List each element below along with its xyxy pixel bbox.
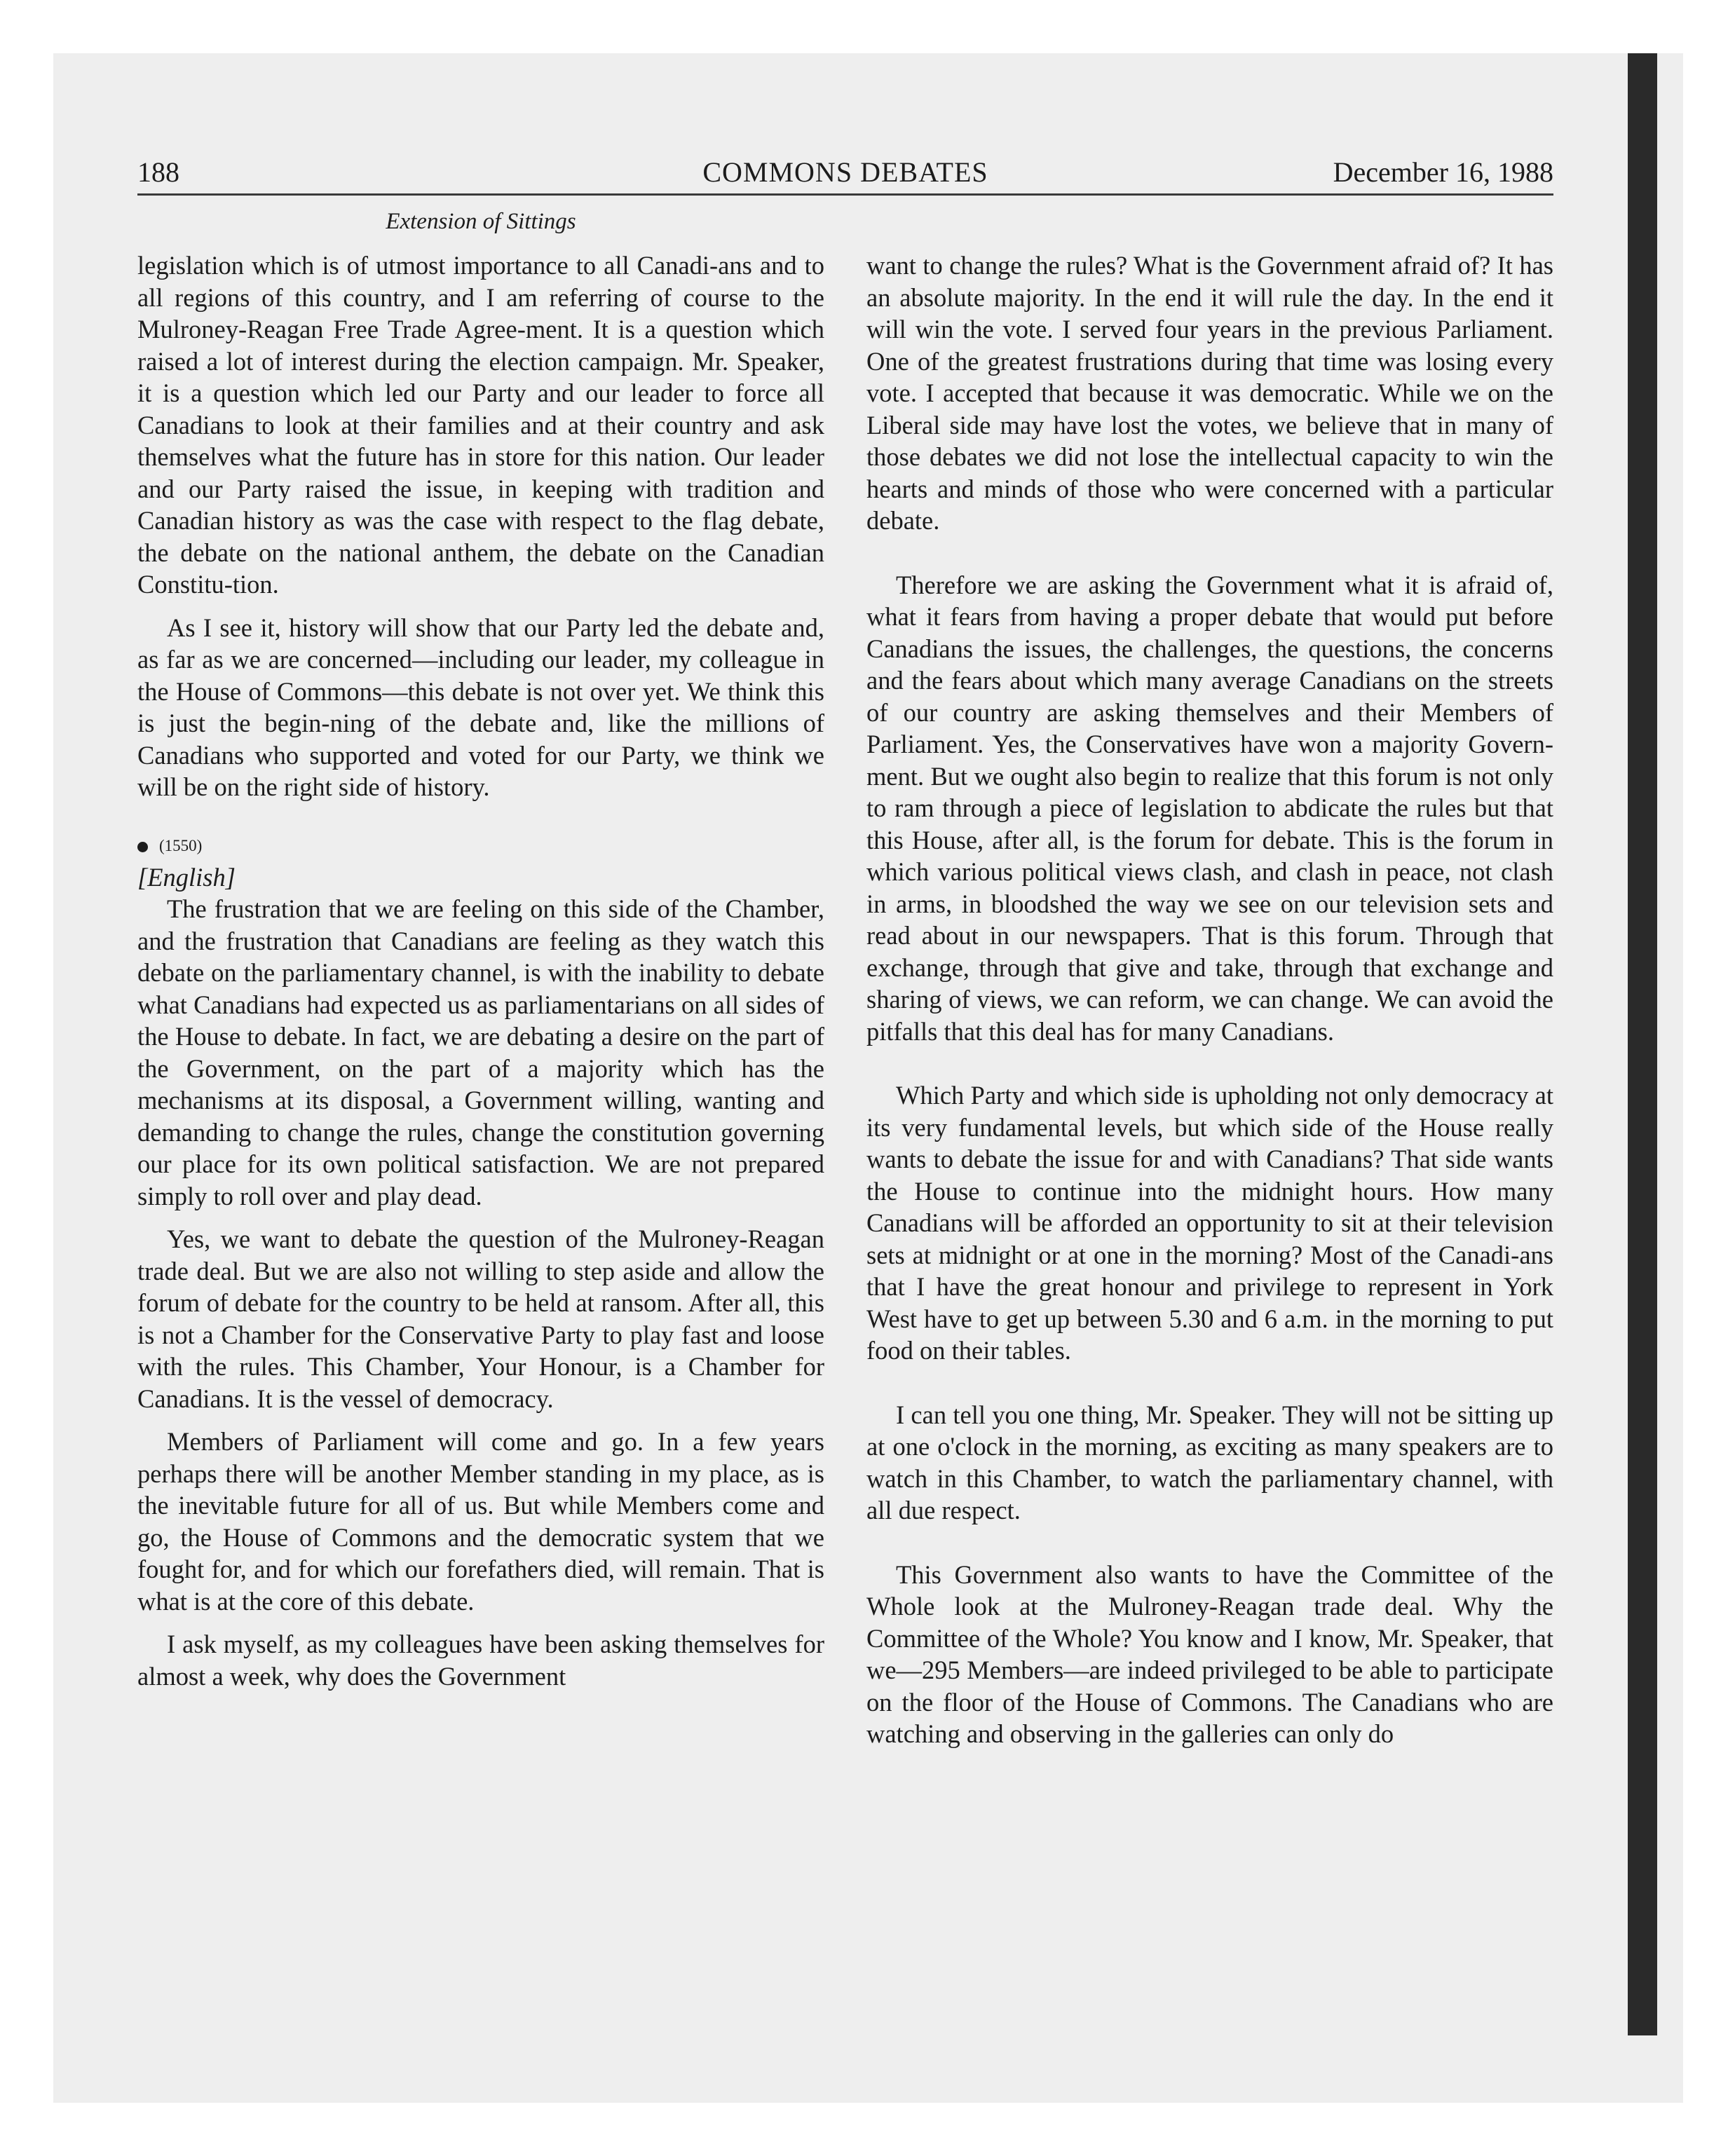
paragraph: I ask myself, as my colleagues have been asking themselves for almost a week, why does the Government: [137, 1630, 824, 1691]
paragraph: Which Party and which side is upholding not only democracy at its very fundamental levels, but which side of the House really wants to debate the issue for and with Canadians? That side wants the House to continue into the midnight hours. How many Canadians will be afforded an opportunity to sit at their television sets at midnight or at one in the morning? Most of the Canadi-ans that I have the great honour and privilege to represent in York West have to get up between 5.30 and 6 a.m. in the morning to put food on their tables.: [866, 1081, 1553, 1365]
paragraph: Therefore we are asking the Government what it is afraid of, what it fears from having a proper debate that would put before Canadians the issues, the challenges, the questions, the concerns and the fears about which many average Canadians on the streets of our country are asking themselves and their Members of Parliament. Yes, the Conservatives have won a majority Govern-ment. But we ought also begin to realize that this forum is not only to ram through a piece of legislation to abdicate the rules but that this House, after all, is the forum for debate. This is the forum in which various political views clash, and clash in peace, not clash in arms, in bloodshed the way we see on our television sets and read about in our newspapers. That is this forum. Through that exchange, through that give and take, through that exchange and sharing of views, we can reform, we can change. We can avoid the pitfalls that this deal has for many Canadians.: [866, 570, 1553, 1046]
scan-edge-shadow: [1628, 53, 1657, 2035]
running-head: [137, 157, 1553, 196]
journal-title: COMMONS DEBATES: [702, 156, 988, 188]
paragraph: As I see it, history will show that our Party led the debate and, as far as we are concerned—including our leader, my colleague in the House of Commons—this debate is not over yet. We think this is just the begin-ning of the debate and, like the millions of Canadians who supported and voted for our Party, we think we will be on the right side of history.: [137, 613, 824, 801]
paragraph: This Government also wants to have the Committee of the Whole look at the Mulroney-Reagan trade deal. Why the Committee of the Whole? You know and I know, Mr. Speaker, that we—295 Members—are indeed privileged to be able to participate on the floor of the House of Commons. The Canadians who are watching and observing in the galleries can only do: [866, 1560, 1553, 1748]
timestamp-marker: [137, 830, 824, 861]
page-number: 188: [137, 156, 179, 188]
timestamp-text: (1550): [159, 836, 203, 854]
paragraph: legislation which is of utmost importance to all Canadi-ans and to all regions of this country, and I am referring of course to the Mulroney-Reagan Free Trade Agree-ment. It is a question which raised a lot of interest during the election campaign. Mr. Speaker, it is a question which led our Party and our leader to force all Canadians to look at their families and at their country and ask themselves what the future has in store for this nation. Our leader and our Party raised the issue, in keeping with tradition and Canadian history as was the case with respect to the flag debate, the debate on the national anthem, the debate on the Canadian Constitu-tion.: [137, 251, 824, 599]
left-column: [137, 250, 824, 1692]
paragraph: Members of Parliament will come and go. In a few years perhaps there will be another Member standing in my place, as is the inevitable future for all of us. But while Members come and go, the House of Commons and the democratic system that we fought for, and for which our forefathers died, will remain. That is what is at the core of this debate.: [137, 1427, 824, 1616]
paragraph: want to change the rules? What is the Government afraid of? It has an absolute majority. In the end it will rule the day. In the end it will win the vote. I served four years in the previous Parliament. One of the greatest frustrations during that time was losing every vote. I accepted that because it was democratic. While we on the Liberal side may have lost the votes, we believe that in many of those debates we did not lose the intellectual capacity to win the hearts and minds of those who were concerned with a particular debate.: [866, 251, 1553, 535]
paragraph: The frustration that we are feeling on this side of the Chamber, and the frustration that Canadians are feeling as they watch this debate on the parliamentary channel, is with the inability to debate what Canadians had expected us as parliamentarians on all sides of the House to debate. In fact, we are debating a desire on the part of the Government, on the part of a majority which has the mechanisms at its disposal, a Government willing, wanting and demanding to change the rules, change the constitution governing our place for its own political satisfaction. We are not prepared simply to roll over and play dead.: [137, 894, 824, 1210]
bullet-icon: [137, 842, 148, 852]
right-column: [866, 250, 1553, 1750]
section-title: Extension of Sittings: [386, 209, 576, 234]
language-tag: [English]: [137, 862, 236, 892]
paragraph: Yes, we want to debate the question of the Mulroney-Reagan trade deal. But we are also not willing to step aside and allow the forum of debate for the country to be held at ransom. After all, this is not a Chamber for the Conservative Party to play fast and loose with the rules. This Chamber, Your Honour, is a Chamber for Canadians. It is the vessel of democracy.: [137, 1224, 824, 1413]
paragraph: I can tell you one thing, Mr. Speaker. They will not be sitting up at one o'clock in the morning, as exciting as many speakers are to watch in this Chamber, to watch the parliamentary channel, with all due respect.: [866, 1400, 1553, 1524]
issue-date: December 16, 1988: [1333, 156, 1553, 188]
